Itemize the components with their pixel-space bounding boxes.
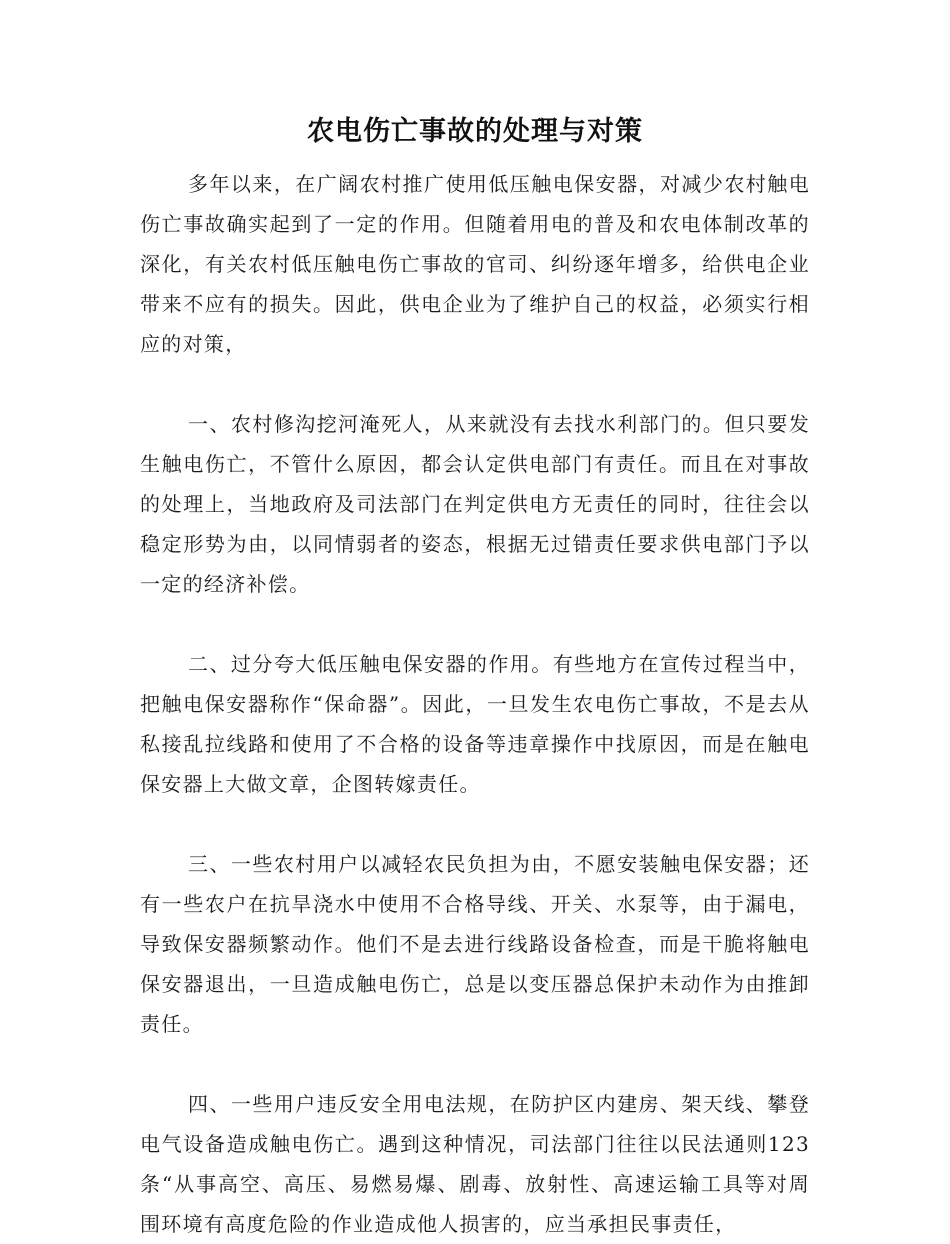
document-page bbox=[140, 110, 810, 1244]
document-title: 农电伤亡事故的处理与对策 bbox=[307, 116, 643, 147]
paragraph-point-3: 三、一些农村用户以减轻农民负担为由，不愿安装触电保安器；还有一些农户在抗旱浇水中使用不合格导线、开关、水泵等，由于漏电，导致保安器频繁动作。他们不是去进行线路设备检查，而是干脆将触电保安器退出，一旦造成触电伤亡，总是以变压器总保护未动作为由推卸责任。 bbox=[140, 852, 810, 1036]
paragraph-intro: 多年以来，在广阔农村推广使用低压触电保安器，对减少农村触电伤亡事故确实起到了一定的作用。但随着用电的普及和农电体制改革的深化，有关农村低压触电伤亡事故的官司、纠纷逐年增多，给供电企业带来不应有的损失。因此，供电企业为了维护自己的权益，必须实行相应的对策， bbox=[140, 172, 810, 356]
paragraph-point-2: 二、过分夸大低压触电保安器的作用。有些地方在宣传过程当中，把触电保安器称作“保命器”。因此，一旦发生农电伤亡事故，不是去从私接乱拉线路和使用了不合格的设备等违章操作中找原因，而是在触电保安器上大做文章，企图转嫁责任。 bbox=[140, 652, 810, 796]
paragraph-point-1: 一、农村修沟挖河淹死人，从来就没有去找水利部门的。但只要发生触电伤亡，不管什么原因，都会认定供电部门有责任。而且在对事故的处理上，当地政府及司法部门在判定供电方无责任的同时，往往会以稳定形势为由，以同情弱者的姿态，根据无过错责任要求供电部门予以一定的经济补偿。 bbox=[140, 412, 810, 596]
paragraph-point-4: 四、一些用户违反安全用电法规，在防护区内建房、架天线、攀登电气设备造成触电伤亡。遇到这种情况，司法部门往往以民法通则123条“从事高空、高压、易燃易爆、剧毒、放射性、高速运输工具等对周围环境有高度危险的作业造成他人损害的，应当承担民事责任， bbox=[140, 1092, 810, 1236]
